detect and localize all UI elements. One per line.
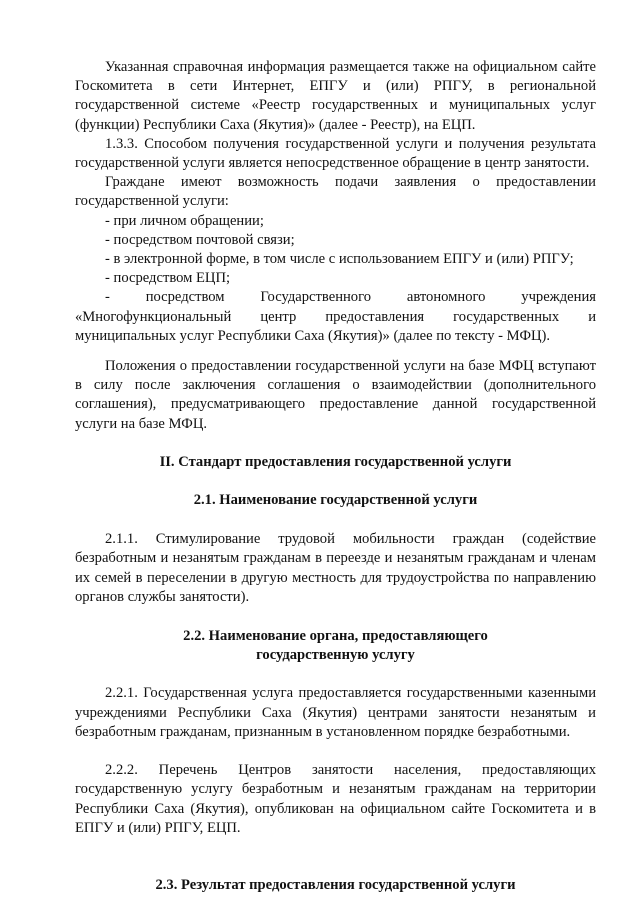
paragraph-2-2-1: 2.2.1. Государственная услуга предоставляется государственными казенными учреждениями Республики Саха (Якутия) центрами занятости незанятым и безработным гражданам, признанным в установленном порядке безработными.	[75, 685, 596, 740]
paragraph-reference-info: Указанная справочная информация размещается также на официальном сайте Госкомитета в сети Интернет, ЕПГУ и (или) РПГУ, в региональной государственной системе «Реестр государственных и муниципальных услуг (функции) Республики Саха (Якутия)» (далее - Реестр), на ЕЦП.	[75, 59, 596, 133]
spacer	[75, 838, 596, 876]
paragraph-2-1-1: 2.1.1. Стимулирование трудовой мобильности граждан (содействие безработным и незанятым гражданам в переезде и незанятым гражданам и членам их семей в переселении в другую местность для трудоустройства по направлению органов службы занятости).	[75, 531, 596, 605]
heading-2-3: 2.3. Результат предоставления государственной услуги	[155, 876, 516, 893]
document-page	[75, 58, 596, 895]
heading-section-2: II. Стандарт предоставления государственной услуги	[159, 453, 512, 470]
spacer	[75, 346, 596, 357]
spacer	[75, 607, 596, 627]
heading-2-2-line2: государственную услугу	[256, 647, 415, 664]
spacer	[75, 665, 596, 684]
list-item-mfc: - посредством Государственного автономного учреждения «Многофункциональный центр предоставления государственных и муниципальных услуг Республики Саха (Якутия)» (далее по тексту - МФЦ).	[75, 289, 596, 344]
paragraph-1-3-3: 1.3.3. Способом получения государственной услуги и получения результата государственной услуги является непосредственное обращение в центр занятости.	[75, 135, 596, 172]
heading-2-1: 2.1. Наименование государственной услуги	[193, 492, 478, 509]
heading-2-2-line1: 2.2. Наименование органа, предоставляющего	[183, 628, 488, 645]
list-item-electronic: - в электронной форме, в том числе с использованием ЕПГУ и (или) РПГУ;	[105, 251, 574, 268]
paragraph-mfc-provisions: Положения о предоставлении государственной услуги на базе МФЦ вступают в силу после заключения соглашения о взаимодействии (дополнительного соглашения), предусматривающего предоставление данной государственной услуги на базе МФЦ.	[75, 358, 596, 432]
list-item-ecp: - посредством ЕЦП;	[105, 270, 231, 287]
spacer	[75, 510, 596, 530]
list-item-post: - посредством почтовой связи;	[105, 231, 295, 248]
spacer	[75, 434, 596, 453]
paragraph-2-2-2: 2.2.2. Перечень Центров занятости населения, предоставляющих государственную услугу безработным и незанятым гражданам на территории Республики Саха (Якутия), опубликован на официальном сайте Госкомитета и в ЕПГУ и (или) РПГУ, ЕЦП.	[75, 762, 596, 836]
list-item-in-person: - при личном обращении;	[105, 212, 264, 229]
spacer	[75, 742, 596, 761]
spacer	[75, 472, 596, 491]
paragraph-application-options: Граждане имеют возможность подачи заявления о предоставлении государственной услуги:	[75, 174, 596, 210]
